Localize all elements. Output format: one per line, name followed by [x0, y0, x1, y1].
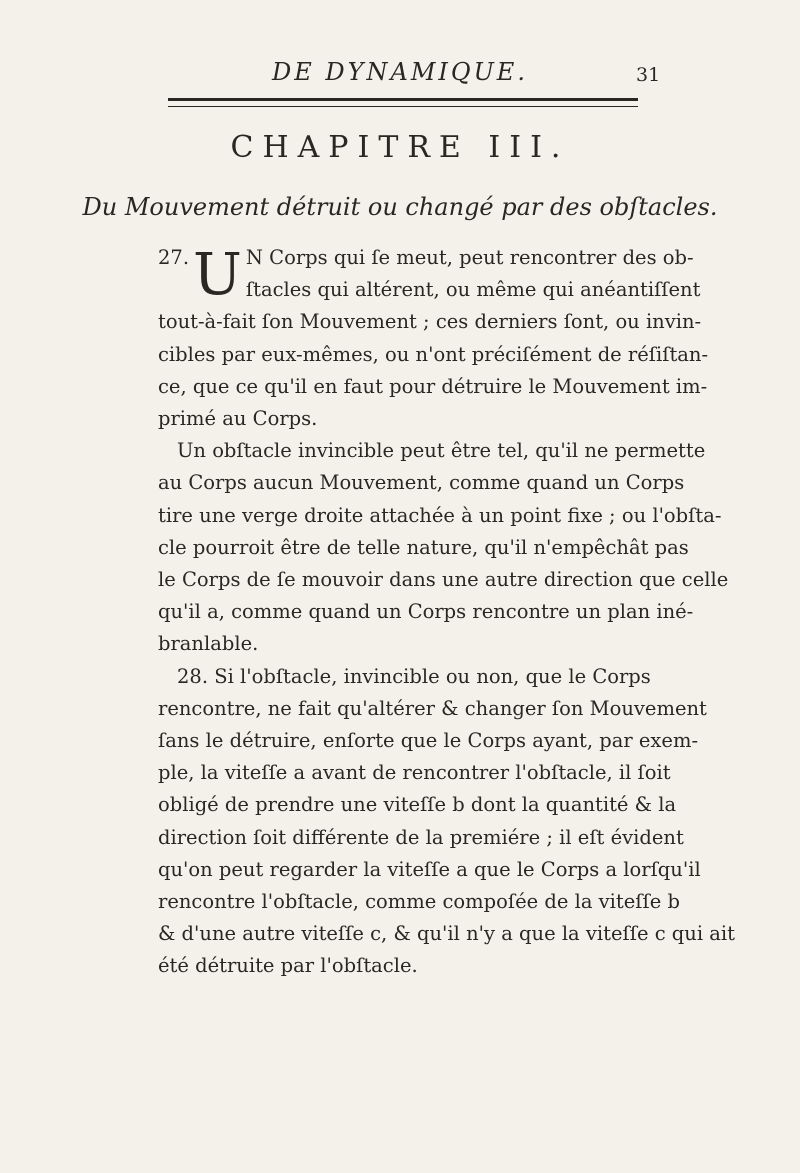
paragraph-number: 27.	[158, 246, 190, 269]
body-text	[158, 240, 735, 983]
text-line: 28. Si l'obſtacle, invincible ou non, que le Corps	[177, 664, 651, 688]
paragraph-27	[158, 240, 709, 435]
text-line: cibles par eux-mêmes, ou n'ont préciſément de réſiſtan-	[158, 342, 709, 366]
chapter-subtitle: Du Mouvement détruit ou changé par des obſtacles.	[82, 193, 718, 221]
text-line: ce, que ce qu'il en faut pour détruire le Mouvement im-	[158, 374, 708, 398]
text-line: & d'une autre viteſſe c, & qu'il n'y a que la viteſſe c qui ait	[158, 922, 735, 946]
chapter-title: CHAPITRE III.	[230, 130, 570, 165]
text-line: cle pourroit être de telle nature, qu'il n'empêchât pas	[158, 535, 689, 559]
text-line: primé au Corps.	[158, 407, 318, 431]
text-line: au Corps aucun Mouvement, comme quand un Corps	[158, 471, 685, 495]
text-line: ſtacles qui altérent, ou même qui anéantiſſent	[245, 278, 701, 302]
drop-cap: U	[193, 240, 242, 308]
header-rule	[168, 98, 638, 107]
text-line: rencontre, ne fait qu'altérer & changer ſon Mouvement	[158, 696, 707, 720]
text-line: branlable.	[158, 632, 259, 656]
text-line: qu'il a, comme quand un Corps rencontre un plan iné-	[158, 600, 694, 624]
text-line: qu'on peut regarder la viteſſe a que le Corps a lorſqu'il	[158, 857, 701, 881]
paragraph-27-continued	[158, 435, 729, 660]
running-head: DE DYNAMIQUE.	[272, 58, 528, 86]
text-line: le Corps de ſe mouvoir dans une autre direction que celle	[158, 568, 729, 592]
text-line: tout-à-fait ſon Mouvement ; ces derniers ſont, ou invin-	[158, 310, 702, 334]
text-line: rencontre l'obſtacle, comme compoſée de la viteſſe b	[158, 890, 680, 914]
text-line: N Corps qui ſe meut, peut rencontrer des ob-	[245, 246, 694, 269]
text-line: direction ſoit différente de la premiére ; il eſt évident	[158, 825, 684, 849]
text-line: été détruite par l'obſtacle.	[158, 954, 418, 978]
text-line: Un obſtacle invincible peut être tel, qu'il ne permette	[177, 439, 706, 463]
text-line: tire une verge droite attachée à un point fixe ; ou l'obſta-	[158, 503, 722, 527]
text-line: ple, la viteſſe a avant de rencontrer l'obſtacle, il ſoit	[158, 761, 671, 785]
text-line: ſans le détruire, enſorte que le Corps ayant, par exem-	[158, 729, 699, 753]
paragraph-28	[158, 661, 735, 983]
text-line: obligé de prendre une viteſſe b dont la quantité & la	[158, 793, 677, 817]
page-number: 31	[636, 64, 661, 86]
